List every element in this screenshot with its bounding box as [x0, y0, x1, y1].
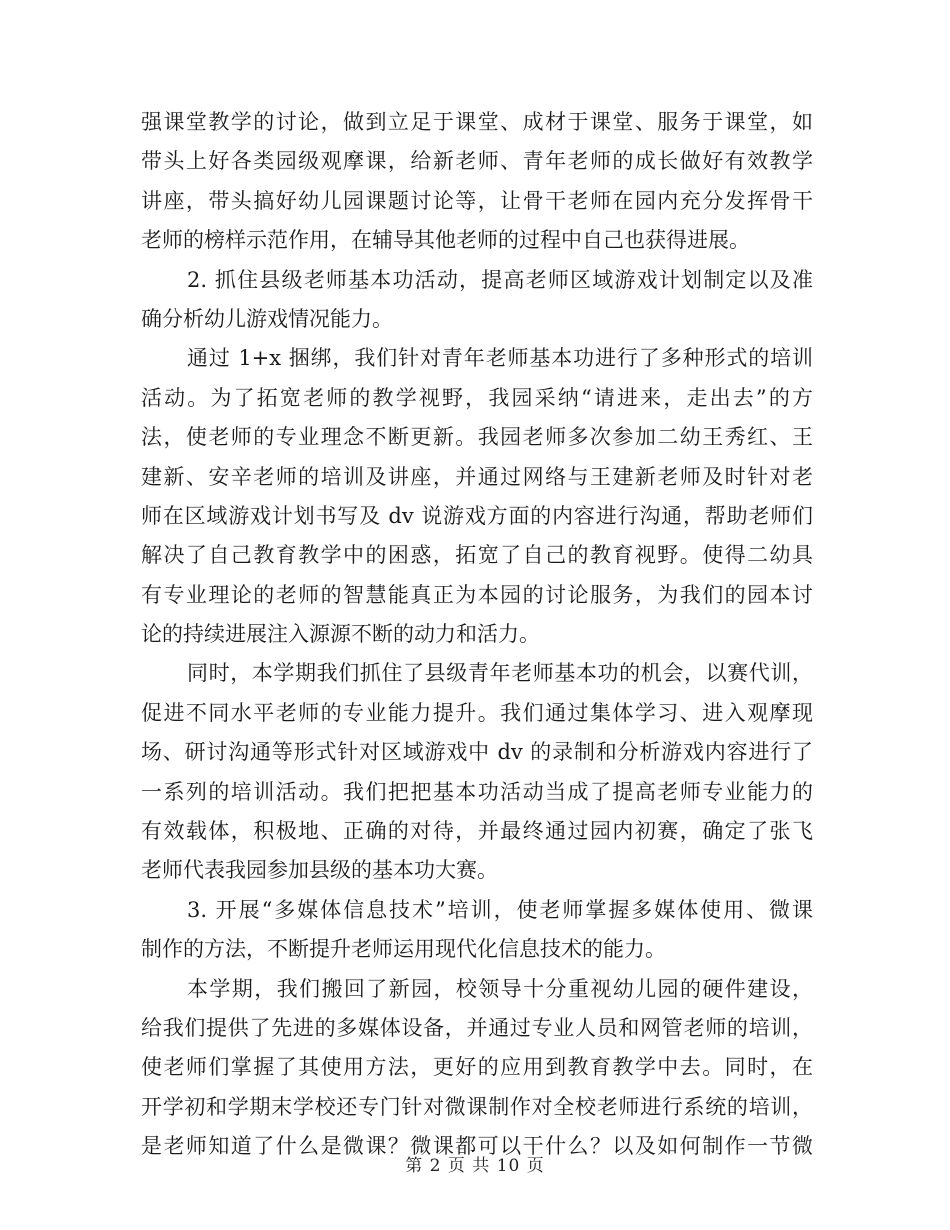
text-line: 讲座，带头搞好幼儿园课题讨论等，让骨干老师在园内充分发挥骨干: [141, 188, 813, 213]
text-line: 同时，本学期我们抓住了县级青年老师基本功的机会，以赛代训，: [187, 661, 813, 686]
text-line: 有效载体，积极地、正确的对待，并最终通过园内初赛，确定了张飞: [141, 819, 813, 844]
text-line: 给我们提供了先进的多媒体设备，并通过专业人员和网管老师的培训，: [141, 1015, 813, 1040]
page-number-footer: 第 2 页 共 10 页: [405, 1156, 545, 1176]
text-line: 制作的方法，不断提升老师运用现代化信息技术的能力。: [141, 937, 666, 962]
text-line: 老师代表我园参加县级的基本功大赛。: [141, 858, 498, 883]
text-line: 带头上好各类园级观摩课，给新老师、青年老师的成长做好有效教学: [141, 149, 813, 174]
text-line: 解决了自己教育教学中的困惑，拓宽了自己的教育视野。使得二幼具: [141, 543, 813, 568]
text-line: 有专业理论的老师的智慧能真正为本园的讨论服务，为我们的园本讨: [141, 582, 813, 607]
text-line: 一系列的培训活动。我们把把基本功活动当成了提高老师专业能力的: [141, 779, 813, 804]
text-line: 开学初和学期末学校还专门针对微课制作对全校老师进行系统的培训，: [141, 1094, 813, 1119]
text-line: 促进不同水平老师的专业能力提升。我们通过集体学习、进入观摩现: [141, 700, 813, 725]
document-body: [141, 103, 813, 1167]
text-line: 使老师们掌握了其使用方法，更好的应用到教育教学中去。同时，在: [141, 1055, 813, 1080]
text-line: 强课堂教学的讨论，做到立足于课堂、成材于课堂、服务于课堂，如: [141, 110, 813, 134]
text-line: 建新、安辛老师的培训及讲座，并通过网络与王建新老师及时针对老: [141, 464, 813, 489]
text-line: 是老师知道了什么是微课？微课都可以干什么？以及如何制作一节微: [141, 1134, 813, 1159]
text-line: 师在区域游戏计划书写及 dv 说游戏方面的内容进行沟通，帮助老师们: [141, 503, 813, 528]
text-line: 2. 抓住县级老师基本功活动，提高老师区域游戏计划制定以及准: [187, 267, 813, 292]
text-line: 法，使老师的专业理念不断更新。我园老师多次参加二幼王秀红、王: [141, 425, 813, 450]
text-line: 场、研讨沟通等形式针对区域游戏中 dv 的录制和分析游戏内容进行了: [141, 740, 813, 765]
text-line: 确分析幼儿游戏情况能力。: [141, 306, 393, 331]
text-line: 通过 1+x 捆绑，我们针对青年老师基本功进行了多种形式的培训: [187, 346, 813, 371]
text-line: 论的持续进展注入源源不断的动力和活力。: [141, 622, 540, 647]
text-line: 活动。为了拓宽老师的教学视野，我园采纳“请进来，走出去”的方: [141, 385, 813, 410]
text-line: 本学期，我们搬回了新园，校领导十分重视幼儿园的硬件建设，: [187, 976, 813, 1001]
text-line: 老师的榜样示范作用，在辅导其他老师的过程中自己也获得进展。: [141, 228, 750, 253]
text-line: 3. 开展“多媒体信息技术”培训，使老师掌握多媒体使用、微课: [187, 897, 813, 922]
